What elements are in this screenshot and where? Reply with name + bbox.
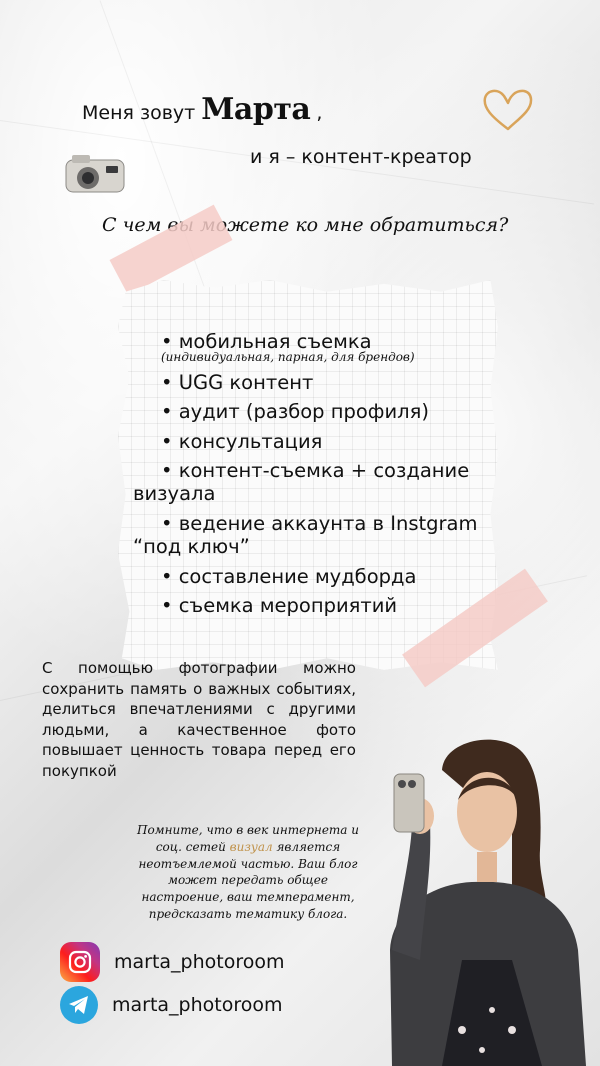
service-item bbox=[133, 400, 513, 423]
camera-icon bbox=[62, 150, 128, 198]
service-label: • контент-съемка + создание визуала bbox=[133, 458, 470, 506]
instagram-link[interactable] bbox=[60, 942, 285, 982]
services-question: С чем вы можете ко мне обратиться? bbox=[102, 214, 509, 236]
service-item bbox=[133, 594, 513, 617]
service-label: • мобильная съемка bbox=[161, 330, 372, 353]
heart-icon bbox=[480, 84, 536, 134]
service-item bbox=[133, 330, 513, 365]
service-label: • аудит (разбор профиля) bbox=[161, 400, 429, 424]
remember-note bbox=[130, 822, 366, 923]
service-label: • ведение аккаунта в Instgram “под ключ” bbox=[133, 511, 478, 559]
author-photo bbox=[372, 730, 600, 1066]
service-item bbox=[133, 459, 513, 506]
telegram-handle[interactable]: marta_photoroom bbox=[112, 994, 283, 1016]
intro-line bbox=[82, 92, 322, 127]
service-item bbox=[133, 430, 513, 453]
service-item bbox=[133, 565, 513, 588]
remember-highlight: визуал bbox=[229, 839, 273, 854]
intro-suffix: , bbox=[316, 102, 323, 124]
service-label: • консультация bbox=[161, 429, 323, 453]
service-label: • UGG контент bbox=[161, 370, 314, 394]
intro-prefix: Меня зовут bbox=[82, 102, 196, 124]
instagram-icon bbox=[60, 942, 100, 982]
telegram-icon bbox=[60, 986, 98, 1024]
service-sublabel: (индивидуальная, парная, для брендов) bbox=[161, 350, 415, 365]
service-label: • составление мудборда bbox=[161, 564, 417, 588]
about-paragraph: С помощью фотографии можно сохранить память о важных событиях, делиться впечатлениями с другими людьми, а качественное фото повышает ценность товара перед его покупкой bbox=[42, 659, 356, 780]
telegram-link[interactable] bbox=[60, 986, 283, 1024]
services-list bbox=[133, 330, 513, 623]
intro-role: и я – контент-креатор bbox=[250, 146, 472, 168]
service-item bbox=[133, 371, 513, 394]
service-label: • съемка мероприятий bbox=[161, 593, 398, 617]
remember-text-before: Помните, что в век интернета и соц. сетей bbox=[136, 823, 359, 854]
instagram-handle[interactable]: marta_photoroom bbox=[114, 951, 285, 973]
author-name: Марта bbox=[201, 92, 311, 127]
service-item bbox=[133, 512, 513, 559]
remember-text-after: является неотъемлемой частью. Ваш блог может передать общее настроение, ваш темперамент, предсказать тематику блога. bbox=[138, 839, 358, 921]
